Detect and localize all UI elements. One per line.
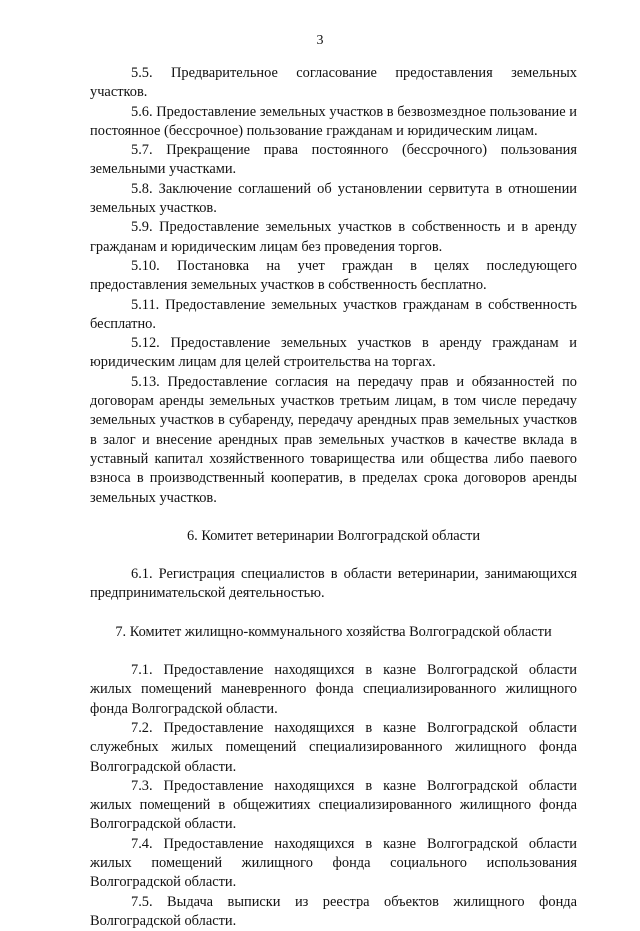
list-item-5-13: 5.13. Предоставление согласия на передачу прав и обязанностей по договорам аренды земельных участков третьим лицам, в том числе передачу земельных участков в субаренду, передачу арендных прав земельных участков в залог и внесение арендных прав земельных участков в качестве вклада в уставный капитал хозяйственного товарищества или общества либо паевого взноса в производственный кооператив, в пределах срока договоров аренды земельных участков. — [90, 373, 577, 506]
list-item-5-9: 5.9. Предоставление земельных участков в собственность и в аренду гражданам и юридическим лицам без проведения торгов. — [90, 219, 577, 255]
list-item-7-3: 7.3. Предоставление находящихся в казне Волгоградской области жилых помещений в общежитиях специализированного жилищного фонда Волгоградской области. — [90, 777, 577, 833]
list-item-6-1: 6.1. Регистрация специалистов в области ветеринарии, занимающихся предпринимательской деятельностью. — [90, 566, 577, 602]
page-number: 3 — [316, 33, 324, 48]
list-item-5-11: 5.11. Предоставление земельных участков гражданам в собственность бесплатно. — [90, 296, 577, 332]
list-item-7-2: 7.2. Предоставление находящихся в казне Волгоградской области служебных жилых помещений специализированного жилищного фонда Волгоградской области. — [90, 719, 577, 775]
list-item-7-1: 7.1. Предоставление находящихся в казне Волгоградской области жилых помещений маневренного фонда специализированного жилищного фонда Волгоградской области. — [90, 662, 577, 717]
section-6-heading: 6. Комитет ветеринарии Волгоградской области — [186, 527, 481, 544]
list-item-7-4: 7.4. Предоставление находящихся в казне Волгоградской области жилых помещений жилищного фонда социального использования Волгоградской области. — [90, 835, 577, 891]
list-item-5-6: 5.6. Предоставление земельных участков в безвозмездное пользование и постоянное (бессрочное) пользование гражданам и юридическим лицам. — [90, 103, 577, 139]
section-7-heading: 7. Комитет жилищно-коммунального хозяйства Волгоградской области — [115, 623, 552, 640]
list-item-5-5: 5.5. Предварительное согласование предоставления земельных участков. — [90, 65, 577, 101]
list-item-5-12: 5.12. Предоставление земельных участков в аренду гражданам и юридическим лицам для целей строительства на торгах. — [90, 335, 577, 371]
document-body — [90, 64, 577, 931]
list-item-7-5: 7.5. Выдача выписки из реестра объектов жилищного фонда Волгоградской области. — [90, 893, 577, 929]
list-item-5-7: 5.7. Прекращение права постоянного (бессрочного) пользования земельными участками. — [90, 142, 577, 178]
list-item-5-10: 5.10. Постановка на учет граждан в целях последующего предоставления земельных участков в собственность бесплатно. — [90, 257, 577, 294]
list-item-5-8: 5.8. Заключение соглашений об установлении сервитута в отношении земельных участков. — [90, 180, 577, 217]
